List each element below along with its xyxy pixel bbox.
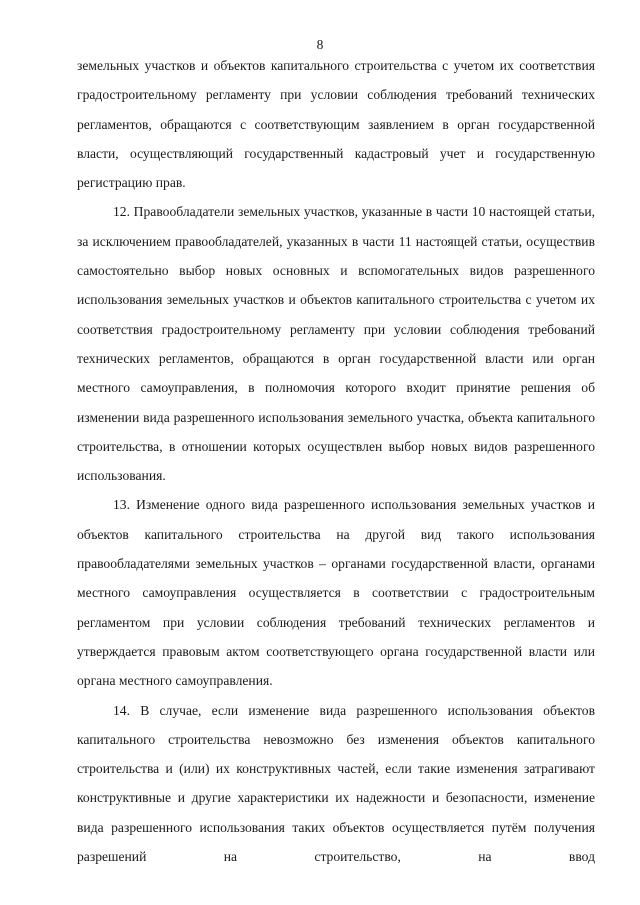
paragraph-continued: земельных участков и объектов капитального строительства с учетом их соответствия градостроительному регламенту при условии соблюдения требований технических регламентов, обращаются с соответствующим заявлением в орган государственной власти, осуществляющий государственный кадастровый учет и государственную регистрацию прав. bbox=[77, 58, 595, 191]
paragraph-13: 13. Изменение одного вида разрешенного использования земельных участков и объектов капитального строительства на другой вид такого использования правообладателями земельных участков – органами государственной власти, органами местного самоуправления осуществляется в соответствии с градостроительным регламентом при условии соблюдения требований технических регламентов и утверждается правовым актом соответствующего органа государственной власти или органа местного самоуправления. bbox=[77, 497, 595, 689]
paragraph-12: 12. Правообладатели земельных участков, указанные в части 10 настоящей статьи, за исключением правообладателей, указанных в части 11 настоящей статьи, осуществив самостоятельно выбор новых основных и вспомогательных видов разрешенного использования земельных участков и объектов капитального строительства с учетом их соответствия градостроительному регламенту при условии соблюдения требований технических регламентов, обращаются в орган государственной власти или орган местного самоуправления, в полномочия которого входит принятие решения об изменении вида разрешенного использования земельного участка, объекта капитального строительства, в отношении которых осуществлен выбор новых видов разрешенного использования. bbox=[77, 204, 595, 484]
page-number: 8 bbox=[316, 37, 324, 52]
document-body bbox=[77, 51, 595, 871]
paragraph-14: 14. В случае, если изменение вида разрешенного использования объектов капитального строительства невозможно без изменения объектов капитального строительства и (или) их конструктивных частей, если такие изменения затрагивают конструктивные и другие характеристики их надежности и безопасности, изменение вида разрешенного использования таких объектов осуществляется путём получения разрешений на строительство, на ввод bbox=[77, 702, 595, 865]
